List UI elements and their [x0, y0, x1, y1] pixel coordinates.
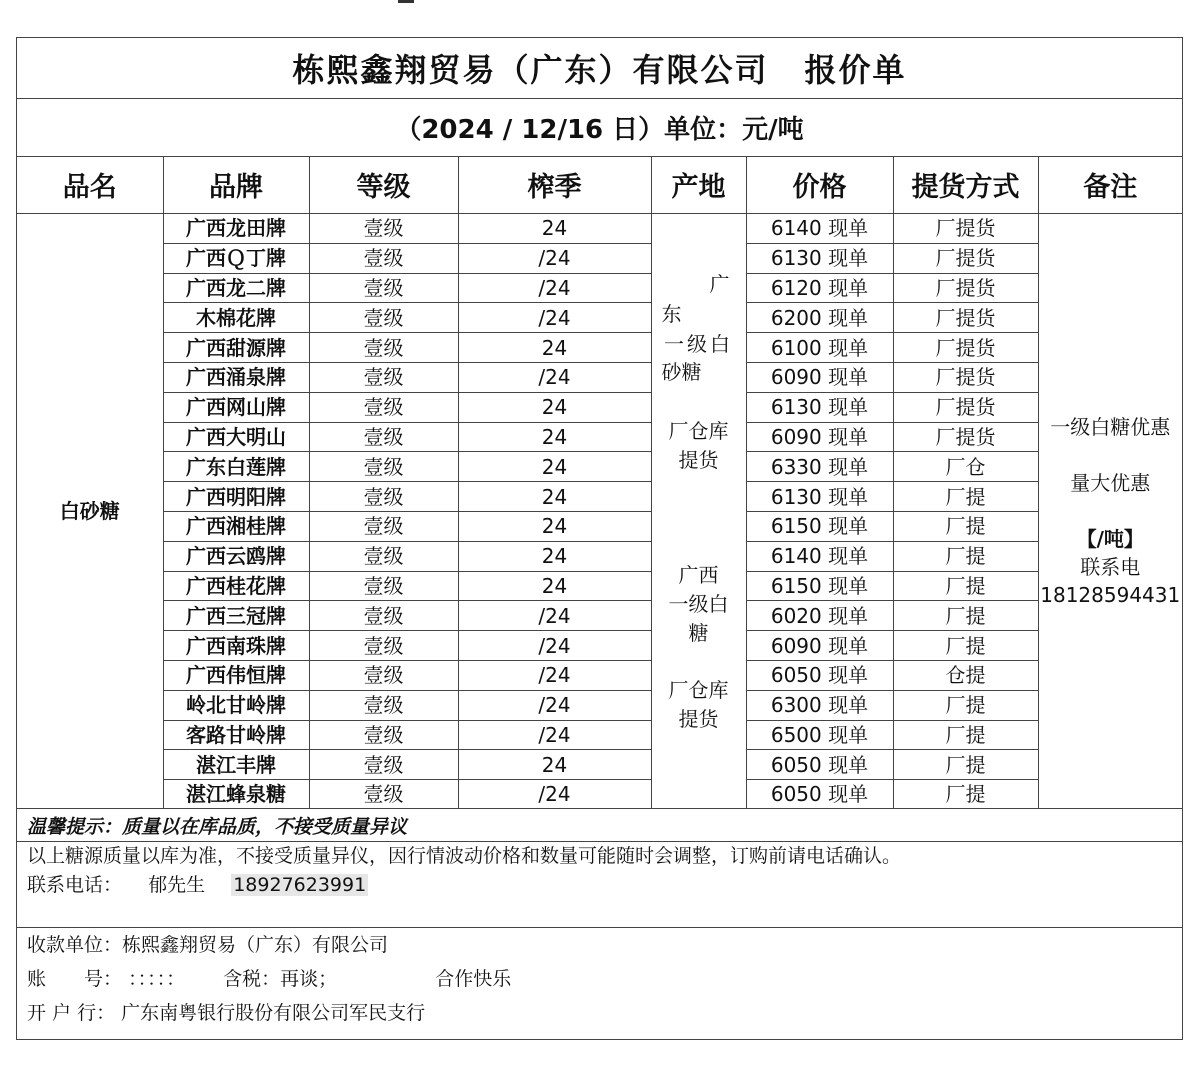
- delivery-cell: 厂提: [893, 482, 1038, 512]
- delivery-cell: 厂提货: [893, 273, 1038, 303]
- brand-cell: 广西伟恒牌: [163, 660, 309, 690]
- brand-cell: 广西龙田牌: [163, 214, 309, 244]
- remark-line: 联系电: [1080, 555, 1141, 580]
- price-cell: 6090 现单: [746, 631, 893, 661]
- document-type: 报价单: [804, 51, 907, 89]
- season-cell: 24: [458, 541, 651, 571]
- contact-label: 联系电话：: [27, 874, 123, 896]
- brand-cell: 湛江丰牌: [163, 750, 309, 780]
- season-cell: /24: [458, 631, 651, 661]
- table-row: [17, 690, 1182, 720]
- brand-cell: 广西涌泉牌: [163, 362, 309, 392]
- delivery-cell: 厂提: [893, 750, 1038, 780]
- grade-cell: 壹级: [309, 214, 458, 244]
- table-header-row: [17, 156, 1182, 214]
- table-row: [17, 333, 1182, 363]
- header-delivery: 提货方式: [893, 156, 1038, 214]
- origin-gx-l2: 一级白: [668, 592, 729, 616]
- tax-note: 含税：再谈；: [223, 968, 338, 990]
- header-season: 榨季: [458, 156, 651, 214]
- remark-phone: 18128594431: [1040, 583, 1181, 608]
- season-cell: 24: [458, 750, 651, 780]
- table-row: [17, 571, 1182, 601]
- season-cell: /24: [458, 601, 651, 631]
- grade-cell: 壹级: [309, 660, 458, 690]
- header-price: 价格: [746, 156, 893, 214]
- origin-gd-l1: 广: [709, 272, 730, 296]
- bank-name: 广东南粤银行股份有限公司军民支行: [121, 1002, 426, 1024]
- brand-cell: 广东白莲牌: [163, 452, 309, 482]
- remark-line: 一级白糖优惠: [1050, 415, 1171, 440]
- price-cell: 6050 现单: [746, 780, 893, 809]
- origin-gd-l6: 提货: [678, 448, 719, 472]
- season-cell: 24: [458, 571, 651, 601]
- delivery-cell: 厂提: [893, 511, 1038, 541]
- origin-gd-l4: 砂糖: [661, 360, 702, 384]
- table-row: [17, 750, 1182, 780]
- delivery-cell: 厂仓: [893, 452, 1038, 482]
- table-row: [17, 452, 1182, 482]
- table-row: [17, 631, 1182, 661]
- brand-cell: 广西明阳牌: [163, 482, 309, 512]
- season-cell: /24: [458, 362, 651, 392]
- brand-cell: 广西三冠牌: [163, 601, 309, 631]
- origin-gd-l3: 一级白: [664, 332, 733, 356]
- header-grade: 等级: [309, 156, 458, 214]
- grade-cell: 壹级: [309, 482, 458, 512]
- price-cell: 6130 现单: [746, 392, 893, 422]
- origin-gx-l4: 厂仓库: [668, 678, 729, 702]
- season-cell: 24: [458, 452, 651, 482]
- delivery-cell: 厂提: [893, 541, 1038, 571]
- price-cell: 6200 现单: [746, 303, 893, 333]
- bank-section: [17, 928, 1182, 1030]
- season-cell: 24: [458, 511, 651, 541]
- delivery-cell: 厂提货: [893, 333, 1038, 363]
- grade-cell: 壹级: [309, 780, 458, 809]
- price-cell: 6100 现单: [746, 333, 893, 363]
- origin-gd-l5: 厂仓库: [668, 419, 729, 443]
- table-row: [17, 660, 1182, 690]
- origin-gx-l1: 广西: [678, 563, 719, 587]
- grade-cell: 壹级: [309, 243, 458, 273]
- brand-cell: 岭北甘岭牌: [163, 690, 309, 720]
- table-row: [17, 362, 1182, 392]
- price-cell: 6300 现单: [746, 690, 893, 720]
- season-cell: 24: [458, 422, 651, 452]
- product-name-cell: 白砂糖: [17, 214, 163, 809]
- season-cell: /24: [458, 660, 651, 690]
- grade-cell: 壹级: [309, 452, 458, 482]
- season-cell: 24: [458, 333, 651, 363]
- brand-cell: 广西网山牌: [163, 392, 309, 422]
- delivery-cell: 仓提: [893, 660, 1038, 690]
- delivery-cell: 厂提货: [893, 243, 1038, 273]
- grade-cell: 壹级: [309, 362, 458, 392]
- origin-cell: [651, 214, 746, 809]
- season-cell: /24: [458, 720, 651, 750]
- delivery-cell: 厂提: [893, 631, 1038, 661]
- origin-gd-l2: 东: [661, 302, 682, 326]
- origin-gx-l3: 糖: [688, 621, 709, 645]
- table-row: [17, 273, 1182, 303]
- delivery-cell: 厂提货: [893, 362, 1038, 392]
- price-cell: 6090 现单: [746, 362, 893, 392]
- delivery-cell: 厂提: [893, 690, 1038, 720]
- season-cell: 24: [458, 392, 651, 422]
- delivery-cell: 厂提: [893, 720, 1038, 750]
- bank-label: 开 户 行：: [27, 1002, 116, 1024]
- contact-name: 郁先生: [148, 874, 206, 896]
- price-cell: 6150 现单: [746, 511, 893, 541]
- brand-cell: 广西甜源牌: [163, 333, 309, 363]
- grade-cell: 壹级: [309, 392, 458, 422]
- season-cell: /24: [458, 243, 651, 273]
- table-row: [17, 720, 1182, 750]
- table-row: [17, 511, 1182, 541]
- brand-cell: 木棉花牌: [163, 303, 309, 333]
- header-remarks: 备注: [1038, 156, 1182, 214]
- remark-line: 【/吨】: [1076, 527, 1144, 552]
- document-title: [17, 38, 1182, 99]
- price-cell: 6050 现单: [746, 750, 893, 780]
- price-cell: 6140 现单: [746, 541, 893, 571]
- brand-cell: 客路甘岭牌: [163, 720, 309, 750]
- grade-cell: 壹级: [309, 273, 458, 303]
- grade-cell: 壹级: [309, 333, 458, 363]
- brand-cell: 广西湘桂牌: [163, 511, 309, 541]
- grade-cell: 壹级: [309, 511, 458, 541]
- quotation-sheet: [16, 37, 1183, 1040]
- warm-tip: 温馨提示：质量以在库品质，不接受质量异议: [17, 814, 1182, 842]
- notes-description: 以上糖源质量以库为准，不接受质量异仪，因行情波动价格和数量可能随时会调整，订购前请电话确认。: [27, 845, 902, 867]
- origin-gx-l5: 提货: [678, 707, 719, 731]
- table-row: [17, 303, 1182, 333]
- grade-cell: 壹级: [309, 631, 458, 661]
- account-label: 账 号：: [27, 968, 123, 990]
- delivery-cell: 厂提货: [893, 214, 1038, 244]
- season-cell: /24: [458, 690, 651, 720]
- brand-cell: 广西云鸥牌: [163, 541, 309, 571]
- document-subtitle: （2024 / 12/16 日）单位：元/吨: [17, 98, 1182, 157]
- delivery-cell: 厂提货: [893, 422, 1038, 452]
- grade-cell: 壹级: [309, 303, 458, 333]
- price-cell: 6500 现单: [746, 720, 893, 750]
- season-cell: /24: [458, 780, 651, 809]
- price-cell: 6120 现单: [746, 273, 893, 303]
- table-row: [17, 482, 1182, 512]
- grade-cell: 壹级: [309, 601, 458, 631]
- price-cell: 6130 现单: [746, 243, 893, 273]
- table-row: [17, 541, 1182, 571]
- delivery-cell: 厂提货: [893, 303, 1038, 333]
- brand-cell: 广西Ｑ丁牌: [163, 243, 309, 273]
- table-row: [17, 601, 1182, 631]
- season-cell: /24: [458, 303, 651, 333]
- price-cell: 6330 现单: [746, 452, 893, 482]
- brand-cell: 广西龙二牌: [163, 273, 309, 303]
- price-table: [17, 156, 1182, 809]
- price-cell: 6130 现单: [746, 482, 893, 512]
- price-cell: 6140 现单: [746, 214, 893, 244]
- price-cell: 6050 现单: [746, 660, 893, 690]
- season-cell: 24: [458, 482, 651, 512]
- notes-section: [17, 814, 1182, 928]
- header-origin: 产地: [651, 156, 746, 214]
- table-row: [17, 243, 1182, 273]
- grade-cell: 壹级: [309, 750, 458, 780]
- brand-cell: 广西桂花牌: [163, 571, 309, 601]
- delivery-cell: 厂提货: [893, 392, 1038, 422]
- brand-cell: 湛江蜂泉糖: [163, 780, 309, 809]
- header-product: 品名: [17, 156, 163, 214]
- top-edge-mark: [398, 0, 414, 3]
- brand-cell: 广西南珠牌: [163, 631, 309, 661]
- delivery-cell: 厂提: [893, 780, 1038, 809]
- price-cell: 6090 现单: [746, 422, 893, 452]
- table-row: [17, 392, 1182, 422]
- contact-phone: 18927623991: [233, 874, 367, 896]
- payee-line: 收款单位：栋熙鑫翔贸易（广东）有限公司: [27, 934, 389, 956]
- grade-cell: 壹级: [309, 720, 458, 750]
- header-brand: 品牌: [163, 156, 309, 214]
- contact-line: [17, 871, 1182, 900]
- remarks-cell: [1038, 214, 1182, 809]
- table-row: [17, 780, 1182, 809]
- delivery-cell: 厂提: [893, 571, 1038, 601]
- grade-cell: 壹级: [309, 690, 458, 720]
- slogan: 合作快乐: [435, 968, 512, 990]
- table-row: [17, 422, 1182, 452]
- price-cell: 6150 现单: [746, 571, 893, 601]
- grade-cell: 壹级: [309, 571, 458, 601]
- price-cell: 6020 现单: [746, 601, 893, 631]
- delivery-cell: 厂提: [893, 601, 1038, 631]
- season-cell: 24: [458, 214, 651, 244]
- company-name: 栋熙鑫翔贸易（广东）有限公司: [292, 51, 769, 89]
- season-cell: /24: [458, 273, 651, 303]
- account-line: [17, 962, 1182, 996]
- grade-cell: 壹级: [309, 541, 458, 571]
- table-row: [17, 214, 1182, 244]
- grade-cell: 壹级: [309, 422, 458, 452]
- brand-cell: 广西大明山: [163, 422, 309, 452]
- bank-line: [17, 996, 1182, 1030]
- account-value: ：：：：：: [128, 968, 186, 990]
- remark-line: 量大优惠: [1070, 471, 1151, 496]
